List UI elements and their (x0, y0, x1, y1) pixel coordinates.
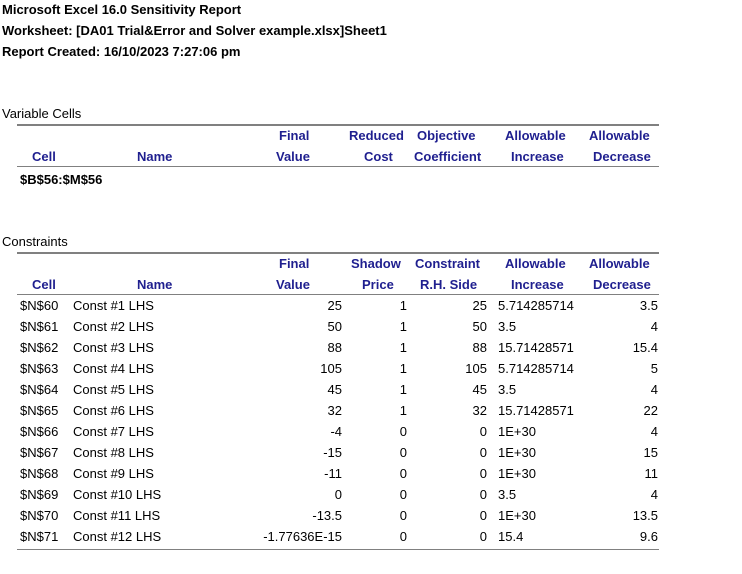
constraints-header-rule (17, 294, 659, 295)
row-cell: $N$65 (20, 403, 59, 418)
c-header-increase-2: Increase (511, 277, 564, 292)
row-rhs: 50 (472, 319, 487, 334)
row-name: Const #9 LHS (73, 466, 154, 481)
row-shadow-price: 0 (399, 445, 407, 460)
row-shadow-price: 1 (399, 298, 407, 313)
row-cell: $N$62 (20, 340, 59, 355)
row-shadow-price: 0 (399, 508, 407, 523)
row-allowable-decrease: 15.4 (632, 340, 658, 355)
row-allowable-decrease: 13.5 (632, 508, 658, 523)
row-rhs: 0 (479, 508, 487, 523)
row-allowable-decrease: 5 (650, 361, 658, 376)
row-rhs: 0 (479, 424, 487, 439)
c-header-final-2: Value (276, 277, 310, 292)
row-final-value: 105 (320, 361, 342, 376)
row-allowable-increase: 3.5 (498, 487, 517, 502)
vc-header-name: Name (137, 149, 173, 164)
row-allowable-increase: 1E+30 (498, 466, 536, 481)
row-allowable-decrease: 15 (643, 445, 658, 460)
vc-header-reduced-1: Reduced (349, 128, 404, 143)
row-final-value: -13.5 (312, 508, 342, 523)
vc-header-increase-2: Increase (511, 149, 564, 164)
variable-cells-title: Variable Cells (2, 106, 82, 121)
row-final-value: 50 (327, 319, 342, 334)
row-rhs: 25 (472, 298, 487, 313)
row-name: Const #12 LHS (73, 529, 162, 544)
variable-cells-header-rule (17, 166, 659, 167)
row-allowable-increase: 1E+30 (498, 424, 536, 439)
c-header-final-1: Final (279, 256, 310, 271)
row-name: Const #8 LHS (73, 445, 154, 460)
row-allowable-decrease: 9.6 (639, 529, 658, 544)
row-cell: $N$63 (20, 361, 59, 376)
row-final-value: 32 (327, 403, 342, 418)
report-created-line: Report Created: 16/10/2023 7:27:06 pm (2, 44, 241, 59)
vc-header-final-2: Value (276, 149, 310, 164)
row-cell: $N$61 (20, 319, 59, 334)
row-name: Const #2 LHS (73, 319, 154, 334)
row-final-value: 88 (327, 340, 342, 355)
vc-header-reduced-2: Cost (364, 149, 393, 164)
row-shadow-price: 0 (399, 529, 407, 544)
row-allowable-increase: 5.714285714 (498, 361, 574, 376)
row-rhs: 45 (472, 382, 487, 397)
row-name: Const #1 LHS (73, 298, 154, 313)
row-rhs: 0 (479, 529, 487, 544)
row-cell: $N$70 (20, 508, 59, 523)
constraints-top-rule (17, 252, 659, 254)
row-cell: $N$66 (20, 424, 59, 439)
vc-header-objective-2: Coefficient (414, 149, 482, 164)
row-allowable-increase: 1E+30 (498, 445, 536, 460)
row-name: Const #7 LHS (73, 424, 154, 439)
row-final-value: -4 (330, 424, 342, 439)
report-title: Microsoft Excel 16.0 Sensitivity Report (2, 2, 242, 17)
row-final-value: -1.77636E-15 (263, 529, 342, 544)
c-header-name: Name (137, 277, 173, 292)
row-allowable-increase: 15.71428571 (498, 403, 574, 418)
vc-header-decrease-2: Decrease (593, 149, 651, 164)
row-rhs: 0 (479, 487, 487, 502)
c-header-cell: Cell (32, 277, 56, 292)
vc-header-cell: Cell (32, 149, 56, 164)
row-name: Const #5 LHS (73, 382, 154, 397)
constraints-title: Constraints (2, 234, 68, 249)
row-rhs: 0 (479, 466, 487, 481)
row-shadow-price: 0 (399, 424, 407, 439)
c-header-constraint-2: R.H. Side (420, 277, 478, 292)
row-cell: $N$71 (20, 529, 59, 544)
c-header-shadow-1: Shadow (351, 256, 401, 271)
row-rhs: 0 (479, 445, 487, 460)
c-header-constraint-1: Constraint (415, 256, 480, 271)
c-header-decrease-1: Allowable (589, 256, 650, 271)
row-shadow-price: 1 (399, 319, 407, 334)
row-allowable-increase: 15.4 (498, 529, 524, 544)
row-name: Const #3 LHS (73, 340, 154, 355)
row-rhs: 32 (472, 403, 487, 418)
row-allowable-increase: 5.714285714 (498, 298, 574, 313)
c-header-decrease-2: Decrease (593, 277, 651, 292)
row-final-value: 25 (327, 298, 342, 313)
c-header-shadow-2: Price (362, 277, 394, 292)
row-final-value: -15 (323, 445, 342, 460)
row-cell: $N$67 (20, 445, 59, 460)
row-allowable-decrease: 4 (650, 319, 658, 334)
row-cell: $N$64 (20, 382, 59, 397)
row-shadow-price: 0 (399, 487, 407, 502)
row-final-value: 45 (327, 382, 342, 397)
row-allowable-increase: 1E+30 (498, 508, 536, 523)
worksheet-line: Worksheet: [DA01 Trial&Error and Solver example.xlsx]Sheet1 (2, 23, 387, 38)
constraints-bottom-rule (17, 549, 659, 550)
row-cell: $N$68 (20, 466, 59, 481)
row-allowable-decrease: 22 (643, 403, 658, 418)
c-header-increase-1: Allowable (505, 256, 566, 271)
row-name: Const #6 LHS (73, 403, 154, 418)
row-shadow-price: 1 (399, 361, 407, 376)
row-allowable-decrease: 11 (644, 466, 658, 481)
row-allowable-increase: 15.71428571 (498, 340, 574, 355)
row-allowable-decrease: 3.5 (639, 298, 658, 313)
row-rhs: 105 (465, 361, 487, 376)
row-allowable-decrease: 4 (650, 424, 658, 439)
row-allowable-increase: 3.5 (498, 382, 517, 397)
row-name: Const #11 LHS (73, 508, 161, 523)
row-allowable-increase: 3.5 (498, 319, 517, 334)
row-rhs: 88 (472, 340, 487, 355)
row-final-value: -11 (324, 466, 342, 481)
variable-cells-range: $B$56:$M$56 (20, 172, 103, 187)
vc-header-final-1: Final (279, 128, 310, 143)
variable-cells-top-rule (17, 124, 659, 126)
row-cell: $N$69 (20, 487, 59, 502)
row-allowable-decrease: 4 (650, 487, 658, 502)
vc-header-increase-1: Allowable (505, 128, 566, 143)
row-final-value: 0 (334, 487, 342, 502)
row-name: Const #10 LHS (73, 487, 162, 502)
row-shadow-price: 1 (399, 382, 407, 397)
row-cell: $N$60 (20, 298, 59, 313)
vc-header-objective-1: Objective (417, 128, 476, 143)
row-shadow-price: 0 (399, 466, 407, 481)
vc-header-decrease-1: Allowable (589, 128, 650, 143)
row-name: Const #4 LHS (73, 361, 154, 376)
row-allowable-decrease: 4 (650, 382, 658, 397)
row-shadow-price: 1 (399, 340, 407, 355)
row-shadow-price: 1 (399, 403, 407, 418)
